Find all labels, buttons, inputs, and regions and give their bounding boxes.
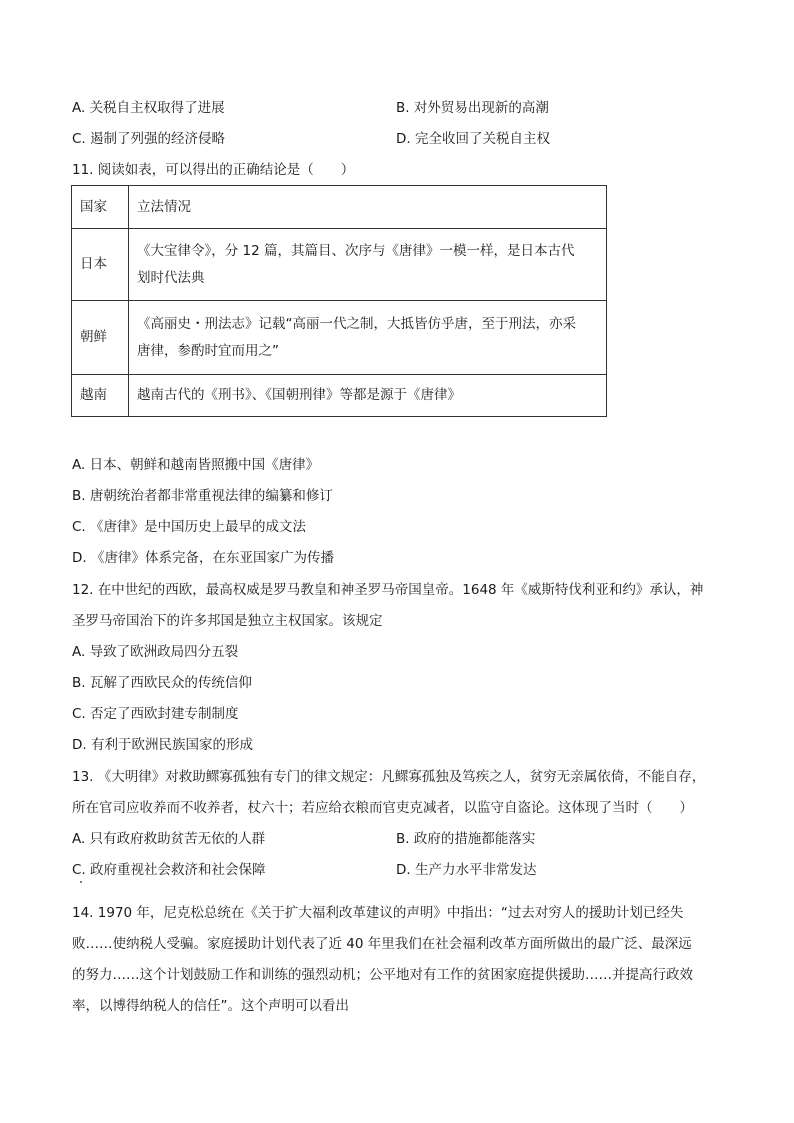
table-cell-line: 越南古代的《刑书》、《国朝刑律》等都是源于《唐律》: [137, 387, 461, 403]
q12-option-b: B. 瓦解了西欧民众的传统信仰: [72, 675, 252, 691]
table-cell-line: 《大宝律令》，分 12 篇，其篇目、次序与《唐律》一模一样，是日本古代: [137, 242, 575, 259]
table-cell-legislation: [129, 229, 607, 301]
q12-option-d: D. 有利于欧洲民族国家的形成: [72, 737, 253, 753]
table-row: [72, 229, 607, 301]
q13-stem-line1: 13. 《大明律》对救助鳏寡孤独有专门的律文规定：凡鳏寡孤独及笃疾之人，贫穷无亲属依倚，不能自存，: [72, 769, 706, 785]
q10-option-a: A. 关税自主权取得了进展: [72, 100, 225, 116]
table-cell-line: 唐律，参酌时宜而用之”: [137, 342, 279, 359]
table-cell-legislation: [129, 301, 607, 375]
table-cell-country: 朝鲜: [72, 301, 129, 375]
q11-option-d: D. 《唐律》体系完备，在东亚国家广为传播: [72, 550, 334, 566]
q13-stem-line2: 所在官司应收养而不收养者，杖六十；若应给衣粮而官吏克减者，以监守自盗论。这体现了当时（ ）: [72, 800, 693, 816]
q11-option-a: A. 日本、朝鲜和越南皆照搬中国《唐律》: [72, 457, 320, 473]
table-row: [72, 301, 607, 375]
table-cell-country: 日本: [72, 229, 129, 301]
table-header-legislation: 立法情况: [129, 186, 607, 229]
table-row: [72, 375, 607, 417]
table-cell-country: 越南: [72, 375, 129, 417]
q13-option-b: B. 政府的措施都能落实: [396, 831, 536, 847]
q11-stem: 11. 阅读如表，可以得出的正确结论是（ ）: [72, 162, 355, 178]
q13-option-a: A. 只有政府救助贫苦无依的人群: [72, 831, 266, 847]
q10-option-b: B. 对外贸易出现新的高潮: [396, 100, 549, 116]
q11-option-c: C. 《唐律》是中国历史上最早的成文法: [72, 519, 307, 535]
table-header-row: [72, 186, 607, 229]
q12-stem-line1: 12. 在中世纪的西欧，最高权威是罗马教皇和神圣罗马帝国皇帝。1648 年《威斯特伐利亚和约》承认，神: [72, 582, 704, 598]
table-cell-line: 《高丽史・刑法志》记载“高丽一代之制，大抵皆仿乎唐，至于刑法，亦采: [137, 315, 576, 332]
q12-option-c: C. 否定了西欧封建专制制度: [72, 706, 239, 722]
q10-option-c: C. 遏制了列强的经济侵略: [72, 131, 226, 147]
q14-line2: 败……使纳税人受骗。家庭援助计划代表了近 40 年里我们在社会福利改革方面所做出的最广泛、最深远: [72, 936, 692, 952]
q10-option-d: D. 完全收回了关税自主权: [396, 131, 550, 147]
table-cell-line: 划时代法典: [137, 269, 205, 286]
q14-line1: 14. 1970 年，尼克松总统在《关于扩大福利改革建议的声明》中指出：“过去对穷人的援助计划已经失: [72, 905, 684, 921]
table-cell-legislation: [129, 375, 607, 417]
q12-option-a: A. 导致了欧洲政局四分五裂: [72, 644, 239, 660]
q13-option-c: C. 政府重视社会救济和社会保障: [72, 862, 266, 878]
q14-line3: 的努力……这个计划鼓励工作和训练的强烈动机；公平地对有工作的贫困家庭提供援助……并提高行政效: [72, 967, 693, 983]
q13-option-d: D. 生产力水平非常发达: [396, 862, 537, 878]
table-header-country: 国家: [72, 186, 129, 229]
q11-option-b: B. 唐朝统治者都非常重视法律的编纂和修订: [72, 488, 333, 504]
stray-dot: [80, 881, 82, 883]
law-table: [71, 185, 607, 417]
q14-line4: 率，以博得纳税人的信任”。这个声明可以看出: [72, 998, 349, 1014]
q12-stem-line2: 圣罗马帝国治下的许多邦国是独立主权国家。该规定: [72, 613, 383, 629]
